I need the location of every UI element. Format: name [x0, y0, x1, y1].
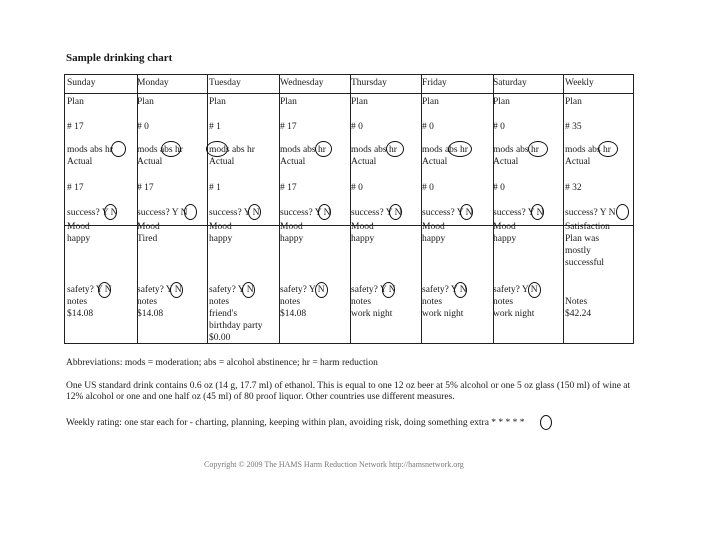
selection-circle — [528, 282, 541, 298]
plan-label: Plan — [67, 97, 84, 107]
column-divider — [207, 75, 208, 343]
success-options: success? Y N — [67, 208, 118, 218]
actual-count: # 0 — [493, 183, 505, 193]
mods-options: mods abs hr — [565, 145, 611, 155]
mood-value-2: mostly — [565, 246, 591, 256]
safety-options: safety? Y N — [351, 285, 396, 295]
notes-label: notes — [67, 297, 88, 307]
safety-options: safety? Y N — [493, 285, 538, 295]
plan-label: Plan — [280, 97, 297, 107]
mood-value: happy — [280, 234, 304, 244]
notes-label: notes — [137, 297, 158, 307]
selection-circle — [242, 282, 255, 298]
selection-circle — [248, 204, 261, 220]
plan-label: Plan — [422, 97, 439, 107]
actual-count: # 0 — [422, 183, 434, 193]
mood-label: Mood — [67, 222, 90, 232]
actual-label: Actual — [67, 157, 93, 167]
selection-circle — [528, 141, 548, 157]
selection-circle — [206, 141, 228, 157]
mood-label: Mood — [493, 222, 516, 232]
plan-label: Plan — [493, 97, 510, 107]
standard-drink-note: One US standard drink contains 0.6 oz (14 g, 17.7 ml) of ethanol. This is equal to one 12 oz beer at 5% alcohol or one 5 oz glass (150 ml) of wine at 12% alcohol or one and one half oz (45 ml) of 80 proof liquor. Other countries use different measures. — [66, 381, 631, 402]
mods-options: mods abs hr — [209, 145, 255, 155]
mood-label: Mood — [351, 222, 374, 232]
actual-count: # 32 — [565, 183, 582, 193]
actual-count: # 17 — [137, 183, 154, 193]
actual-label: Actual — [422, 157, 448, 167]
plan-count: # 0 — [351, 122, 363, 132]
selection-circle — [598, 141, 618, 157]
mood-value: happy — [351, 234, 375, 244]
plan-count: # 1 — [209, 122, 221, 132]
selection-circle — [389, 204, 402, 220]
plan-label: Plan — [351, 97, 368, 107]
actual-label: Actual — [280, 157, 306, 167]
success-options: success? Y N — [422, 208, 473, 218]
selection-circle — [98, 282, 111, 298]
day-header: Friday — [422, 78, 447, 88]
notes-label: notes — [422, 297, 443, 307]
mods-options: mods abs hr — [351, 145, 397, 155]
abbreviations-note: Abbreviations: mods = moderation; abs = alcohol abstinence; hr = harm reduction — [66, 358, 378, 368]
day-header: Weekly — [565, 78, 594, 88]
safety-options: safety? Y N — [67, 285, 112, 295]
selection-circle — [616, 204, 629, 220]
notes-value: work night — [422, 309, 464, 319]
mood-value: happy — [209, 234, 233, 244]
mood-value: happy — [67, 234, 91, 244]
selection-circle — [315, 141, 332, 157]
safety-options: safety? Y N — [137, 285, 182, 295]
plan-count: # 17 — [67, 122, 84, 132]
selection-circle — [315, 282, 328, 298]
row-divider — [65, 93, 633, 94]
notes-value: $14.08 — [67, 309, 94, 319]
success-options: success? Y N — [351, 208, 402, 218]
safety-options: safety? Y N — [280, 285, 325, 295]
notes-value-3: $0.00 — [209, 333, 231, 343]
success-options: success? Y N — [209, 208, 260, 218]
selection-circle — [170, 282, 183, 298]
day-header: Saturday — [493, 78, 527, 88]
mods-options: mods abs hr — [137, 145, 183, 155]
notes-label: Notes — [565, 297, 588, 307]
actual-label: Actual — [137, 157, 163, 167]
plan-count: # 0 — [137, 122, 149, 132]
selection-circle — [111, 141, 126, 157]
actual-label: Actual — [565, 157, 591, 167]
notes-label: notes — [493, 297, 514, 307]
mood-value-3: successful — [565, 258, 605, 268]
notes-label: notes — [209, 297, 230, 307]
plan-count: # 17 — [280, 122, 297, 132]
mood-value: Tired — [137, 234, 158, 244]
actual-count: # 17 — [67, 183, 84, 193]
selection-circle — [382, 282, 395, 298]
notes-value: $42.24 — [565, 309, 592, 319]
notes-value: $14.08 — [280, 309, 307, 319]
actual-count: # 1 — [209, 183, 221, 193]
actual-count: # 0 — [351, 183, 363, 193]
weekly-rating: Weekly rating: one star each for - charting, planning, keeping within plan, avoiding risk, doing something extra * * * * * — [66, 418, 525, 428]
selection-circle — [531, 204, 544, 220]
rating-circle — [540, 415, 552, 430]
selection-circle — [460, 204, 473, 220]
selection-circle — [454, 282, 467, 298]
mood-value: Plan was — [565, 234, 600, 244]
day-header: Wednesday — [280, 78, 324, 88]
selection-circle — [386, 141, 404, 157]
mood-value: happy — [422, 234, 446, 244]
chart-title: Sample drinking chart — [66, 52, 173, 64]
mood-label: Mood — [137, 222, 160, 232]
notes-value: work night — [351, 309, 393, 319]
column-divider — [563, 75, 564, 343]
success-options: success? Y N — [280, 208, 331, 218]
selection-circle — [161, 141, 181, 157]
notes-label: notes — [351, 297, 372, 307]
plan-count: # 0 — [493, 122, 505, 132]
copyright-footer: Copyright © 2009 The HAMS Harm Reduction Network http://hamsnetwork.org — [204, 460, 464, 469]
selection-circle — [104, 204, 117, 220]
notes-value-2: birthday party — [209, 321, 263, 331]
day-header: Sunday — [67, 78, 96, 88]
mood-label: Mood — [209, 222, 232, 232]
day-header: Tuesday — [209, 78, 241, 88]
selection-circle — [448, 141, 472, 157]
actual-label: Actual — [351, 157, 377, 167]
safety-options: safety? Y N — [422, 285, 467, 295]
plan-count: # 35 — [565, 122, 582, 132]
mood-value: happy — [493, 234, 517, 244]
plan-label: Plan — [565, 97, 582, 107]
notes-value: work night — [493, 309, 535, 319]
notes-label: notes — [280, 297, 301, 307]
mods-options: mods abs hr — [67, 145, 113, 155]
selection-circle — [184, 204, 197, 220]
success-options: success? Y N — [493, 208, 544, 218]
day-header: Monday — [137, 78, 169, 88]
actual-count: # 17 — [280, 183, 297, 193]
mood-label: Satisfaction — [565, 222, 610, 232]
mods-options: mods abs hr — [493, 145, 539, 155]
success-options: success? Y N — [137, 208, 188, 218]
notes-value: friend's — [209, 309, 238, 319]
mods-options: mods abs hr — [422, 145, 468, 155]
mood-label: Mood — [422, 222, 445, 232]
actual-label: Actual — [493, 157, 519, 167]
success-options: success? Y N — [565, 208, 616, 218]
plan-label: Plan — [137, 97, 154, 107]
day-header: Thursday — [351, 78, 387, 88]
notes-value: $14.08 — [137, 309, 164, 319]
safety-options: safety? Y N — [209, 285, 254, 295]
mood-label: Mood — [280, 222, 303, 232]
plan-count: # 0 — [422, 122, 434, 132]
actual-label: Actual — [209, 157, 235, 167]
mods-options: mods abs hr — [280, 145, 326, 155]
plan-label: Plan — [209, 97, 226, 107]
selection-circle — [318, 204, 331, 220]
